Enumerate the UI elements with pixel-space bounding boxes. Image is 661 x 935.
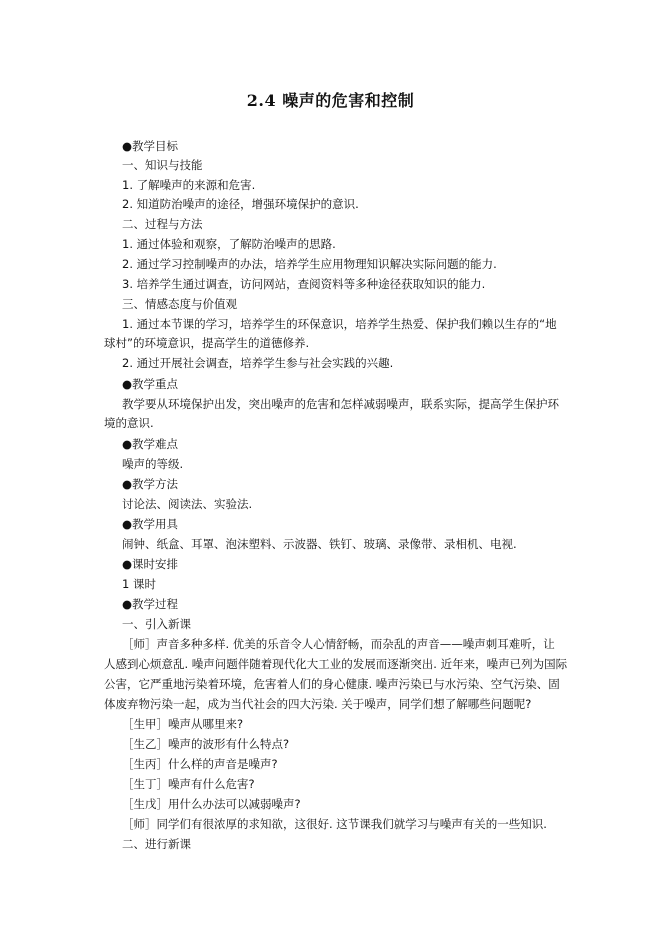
text-line: 1. 通过本节课的学习，培养学生的环保意识，培养学生热爱、保护我们赖以生存的“地: [122, 317, 557, 331]
text-line: ［生乙］噪声的波形有什么特点?: [122, 737, 290, 751]
text-line: 教学要从环境保护出发，突出噪声的危害和怎样减弱噪声，联系实际，提高学生保护环: [122, 397, 559, 411]
text-line: 球村”的环境意识，提高学生的道德修养.: [104, 336, 310, 350]
text-line: 1. 了解噪声的来源和危害.: [122, 178, 256, 192]
text-line: ●教学用具: [122, 517, 179, 531]
text-line: 三、情感态度与价值观: [122, 297, 237, 311]
text-line: 体废弃物污染一起，成为当代社会的四大污染. 关于噪声，同学们想了解哪些问题呢?: [104, 697, 532, 711]
text-line: ●教学重点: [122, 377, 179, 391]
text-line: 2. 通过学习控制噪声的办法，培养学生应用物理知识解决实际问题的能力.: [122, 257, 497, 271]
text-line: 讨论法、阅读法、实验法.: [122, 497, 253, 511]
text-line: 噪声的等级.: [122, 457, 184, 471]
text-line: ［生戊］用什么办法可以减弱噪声?: [122, 797, 301, 811]
document-title: 2.4 噪声的危害和控制: [246, 91, 415, 110]
text-line: 二、过程与方法: [122, 217, 203, 231]
text-line: ［生丙］什么样的声音是噪声?: [122, 757, 278, 771]
text-line: ［师］同学们有很浓厚的求知欲，这很好. 这节课我们就学习与噪声有关的一些知识.: [122, 817, 547, 831]
text-line: ●教学方法: [122, 477, 179, 491]
text-line: ［师］声音多种多样. 优美的乐音令人心情舒畅，而杂乱的声音——噪声刺耳难听，让: [122, 637, 555, 651]
text-line: 境的意识.: [104, 416, 154, 430]
text-line: ［生甲］噪声从哪里来?: [122, 717, 244, 731]
text-line: 1 课时: [122, 577, 156, 591]
text-line: 2. 通过开展社会调查，培养学生参与社会实践的兴趣.: [122, 356, 394, 370]
text-line: ●教学难点: [122, 437, 179, 451]
text-line: 公害，它严重地污染着环境，危害着人们的身心健康. 噪声污染已与水污染、空气污染、固: [104, 677, 560, 691]
text-line: 人感到心烦意乱. 噪声问题伴随着现代化大工业的发展而逐渐突出. 近年来，噪声已列为国际: [104, 657, 568, 671]
text-line: 闹钟、纸盒、耳罩、泡沫塑料、示波器、铁钉、玻璃、录像带、录相机、电视.: [122, 537, 517, 551]
text-line: ●教学目标: [122, 139, 179, 153]
text-line: ●教学过程: [122, 597, 179, 611]
text-line: 3. 培养学生通过调查，访问网站，查阅资料等多种途径获取知识的能力.: [122, 277, 486, 291]
text-line: ［生丁］噪声有什么危害?: [122, 777, 255, 791]
text-line: ●课时安排: [122, 557, 179, 571]
text-line: 一、知识与技能: [122, 158, 203, 172]
text-line: 1. 通过体验和观察，了解防治噪声的思路.: [122, 237, 336, 251]
text-line: 2. 知道防治噪声的途径，增强环境保护的意识.: [122, 197, 359, 211]
text-line: 一、引入新课: [122, 617, 191, 631]
text-line: 二、进行新课: [122, 837, 191, 851]
